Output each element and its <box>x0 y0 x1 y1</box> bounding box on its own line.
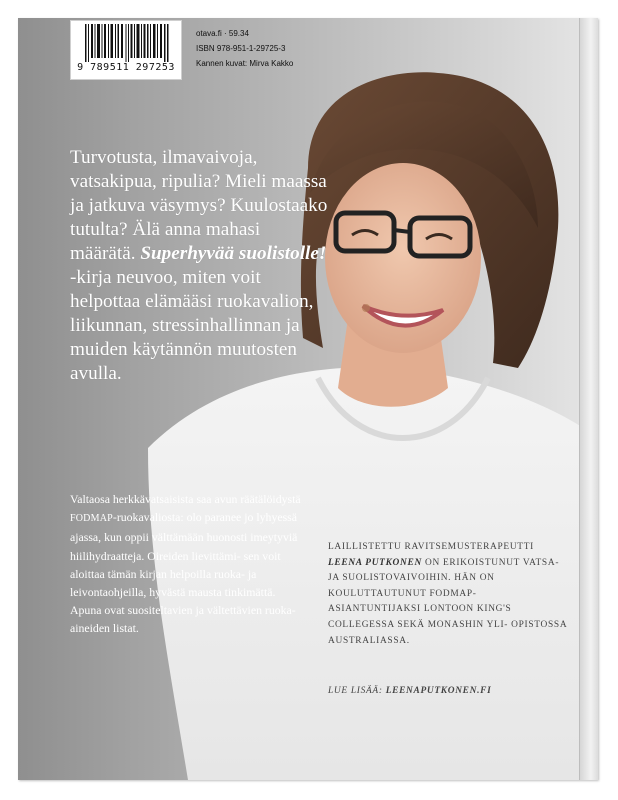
headline-blurb <box>70 146 330 386</box>
body-text-part1: Valtaosa herkkävatsaisista saa avun räätälöidystä <box>70 492 301 506</box>
author-name: LEENA PUTKONEN <box>328 557 422 568</box>
body-blurb <box>70 490 305 638</box>
isbn: ISBN 978-951-1-29725-3 <box>196 44 286 53</box>
barcode-bars <box>85 24 169 62</box>
fodmap-term: FODMAP <box>70 513 113 525</box>
headline-text-part2: -kirja neuvoo, miten voit helpottaa elämääsi ruokavalion, liikunnan, stressinhallinnan ja muiden käytännön muutosten avulla. <box>70 267 314 384</box>
author-bio-part1: LAILLISTETTU RAVITSEMUSTERAPEUTTI <box>328 542 534 552</box>
book-spine <box>579 18 598 780</box>
read-more <box>328 686 568 696</box>
author-bio <box>328 540 568 649</box>
author-website-link[interactable]: LEENAPUTKONEN.FI <box>385 686 492 696</box>
publisher-website: otava.fi · 59.34 <box>196 29 249 38</box>
headline-text-part1: Turvotusta, ilmavaivoja, vatsakipua, ripulia? Mieli maassa ja jatkuva väsymys? Kuulostaako tutulta? Älä anna mahasi määrätä. <box>70 147 328 264</box>
publisher-info <box>196 26 293 71</box>
read-more-label: LUE LISÄÄ: <box>328 686 383 696</box>
book-back-cover <box>18 18 598 780</box>
author-photo <box>18 18 598 780</box>
barcode-number: 9 789511 297253 <box>77 62 175 73</box>
body-text-part2: -ruokavaliosta: olo paranee jo lyhyessä ajassa, kun oppii välttämään huonosti imeytyviä hiilihydraatteja. Oireiden lievittämi- sen voit aloittaa tämän kirjan helpoilla ruoka- ja leivontaohjeilla, hyvästä mausta tinkimättä. Apuna ovat suositeltavien ja vältettävien ruoka- aineiden listat. <box>70 510 298 636</box>
book-title: Superhyvää suolistolle! <box>140 243 327 264</box>
barcode <box>70 20 182 80</box>
author-bio-part2: ON ERIKOISTUNUT VATSA- JA SUOLISTOVAIVOIHIN. HÄN ON KOULUTTAUTUNUT FODMAP-ASIANTUNTIJAKSI LONTOON KING'S COLLEGESSA SEKÄ MONASHIN YLI- OPISTOSSA AUSTRALIASSA. <box>328 557 567 646</box>
cover-photo-credit: Kannen kuvat: Mirva Kakko <box>196 59 294 68</box>
